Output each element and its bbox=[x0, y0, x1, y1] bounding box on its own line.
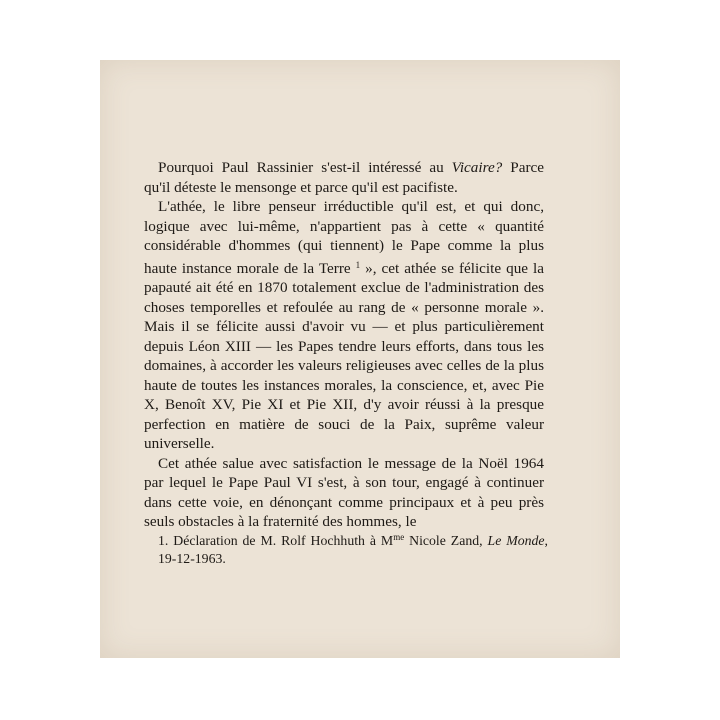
p1-text-c: Parce qu'il déteste le mensonge et parce qu'il est pacifiste. bbox=[144, 159, 545, 196]
paragraph-2 bbox=[144, 197, 544, 454]
book-page bbox=[100, 60, 620, 658]
show-through-text bbox=[480, 66, 620, 151]
body-text bbox=[144, 158, 544, 532]
p2-text-a: L'athée, le libre penseur irréductible qu'il est, et qui donc, logique avec lui-même, n'appartient pas à cette « quantité considérable d'hommes (qui tiennent) le Pape comme la plus haute instance morale de la Terre bbox=[144, 198, 544, 277]
footnote-ref: 1 bbox=[355, 259, 361, 270]
footnote-italic-source: Le Monde bbox=[487, 533, 545, 548]
footnote-superscript: me bbox=[393, 532, 405, 542]
paragraph-1 bbox=[144, 158, 544, 197]
footnote-text-a: 1. Déclaration de M. Rolf Hochhuth à M bbox=[158, 533, 394, 548]
paragraph-3: Cet athée salue avec satisfaction le message de la Noël 1964 par lequel le Pape Paul VI s'est, à son tour, engagé à continuer dans cette voie, en dénonçant comme principaux et à peu près seuls obstacles à la fraternité des hommes, le bbox=[144, 454, 544, 530]
p1-italic-title: Vicaire? bbox=[451, 159, 503, 176]
p2-text-b: », cet athée se félicite que la papauté ait été en 1870 totalement exclue de l'administration des choses temporelles et refoulée au rang de « personne morale ». Mais il se félicite aussi d'avoir vu — et plus particulièrement depuis Léon XIII — les Papes tendre leurs efforts, dans tous les domaines, à accorder les valeurs religieuses avec celles de la plus haute de toutes les instances morales, la conscience, et, avec Pie X, Benoît XV, Pie XI et Pie XII, d'y avoir réussi à la presque perfection en matière de souci de la Paix, suprême valeur universelle. bbox=[144, 259, 544, 452]
footnote-text-d: , 19-12-1963. bbox=[158, 533, 548, 566]
p1-text-a: Pourquoi Paul Rassinier s'est-il intéressé au bbox=[158, 159, 452, 176]
footnote-text-b: Nicole Zand, bbox=[404, 533, 488, 548]
footnote bbox=[158, 528, 548, 568]
